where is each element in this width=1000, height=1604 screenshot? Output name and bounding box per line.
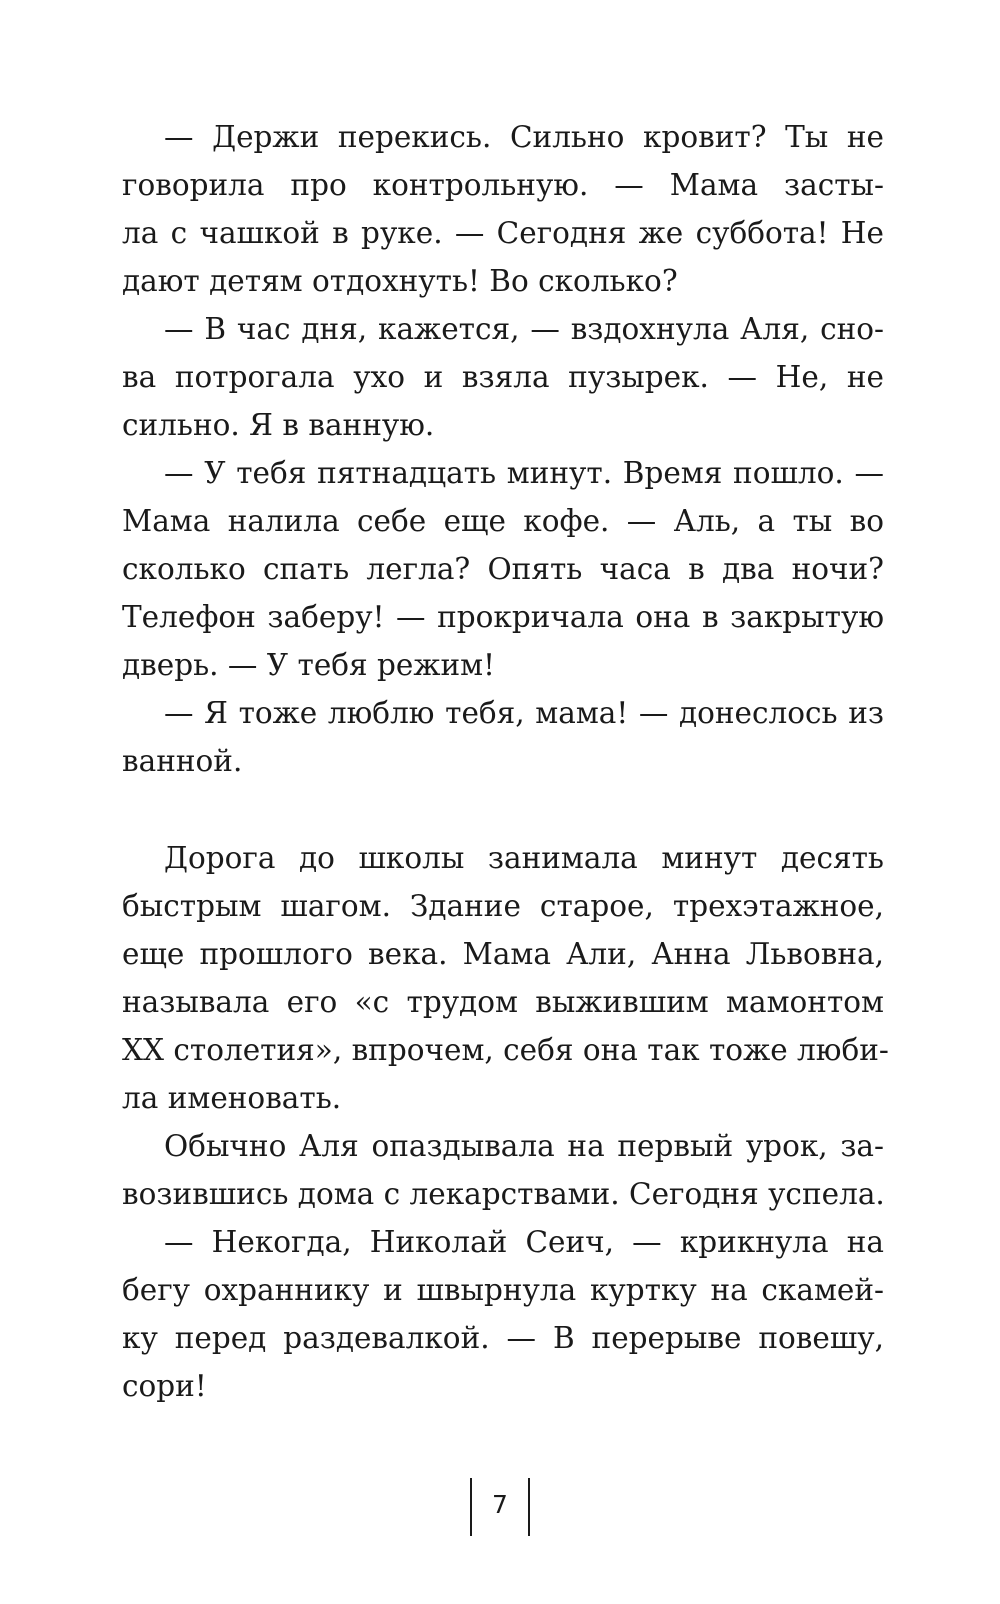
- text-line: ла с чашкой в руке. — Сегодня же суббота! Не: [122, 216, 884, 250]
- text-line: Дорога до школы занимала минут десять: [164, 841, 884, 875]
- text-line: ла именовать.: [122, 1081, 342, 1115]
- text-line: быстрым шагом. Здание старое, трехэтажное,: [122, 889, 884, 923]
- page-number: 7: [492, 1490, 508, 1519]
- text-line: Мама налила себе еще кофе. — Аль, а ты во: [122, 504, 884, 538]
- text-line: ку перед раздевалкой. — В перерыве повешу,: [122, 1321, 884, 1355]
- text-line: говорила про контрольную. — Мама засты-: [122, 168, 884, 202]
- text-line: бегу охраннику и швырнула куртку на скамей-: [122, 1273, 884, 1307]
- page-footer: [464, 1478, 536, 1536]
- folio-divider: [528, 1478, 530, 1536]
- text-line: — У тебя пятнадцать минут. Время пошло. —: [164, 456, 884, 490]
- text-line: XX столетия», впрочем, себя она так тоже люби-: [122, 1033, 889, 1067]
- text-line: — Некогда, Николай Сеич, — крикнула на: [164, 1225, 884, 1259]
- text-line: сори!: [122, 1369, 207, 1403]
- text-line: Обычно Аля опаздывала на первый урок, за-: [164, 1129, 884, 1163]
- text-line: ва потрогала ухо и взяла пузырек. — Не, не: [122, 360, 884, 394]
- text-line: — Я тоже люблю тебя, мама! — донеслось из: [164, 696, 884, 730]
- text-line: дверь. — У тебя режим!: [122, 648, 495, 682]
- text-line: — Держи перекись. Сильно кровит? Ты не: [164, 120, 884, 154]
- text-line: — В час дня, кажется, — вздохнула Аля, сно-: [164, 312, 884, 346]
- text-line: Телефон заберу! — прокричала она в закрытую: [122, 600, 884, 634]
- text-line: ванной.: [122, 744, 243, 778]
- text-line: называла его «с трудом выжившим мамонтом: [122, 985, 884, 1019]
- text-line: еще прошлого века. Мама Али, Анна Львовна,: [122, 937, 884, 971]
- text-line: сколько спать легла? Опять часа в два ночи?: [122, 552, 884, 586]
- text-line: сильно. Я в ванную.: [122, 408, 435, 442]
- text-line: дают детям отдохнуть! Во сколько?: [122, 264, 678, 298]
- text-line: возившись дома с лекарствами. Сегодня успела.: [122, 1177, 885, 1211]
